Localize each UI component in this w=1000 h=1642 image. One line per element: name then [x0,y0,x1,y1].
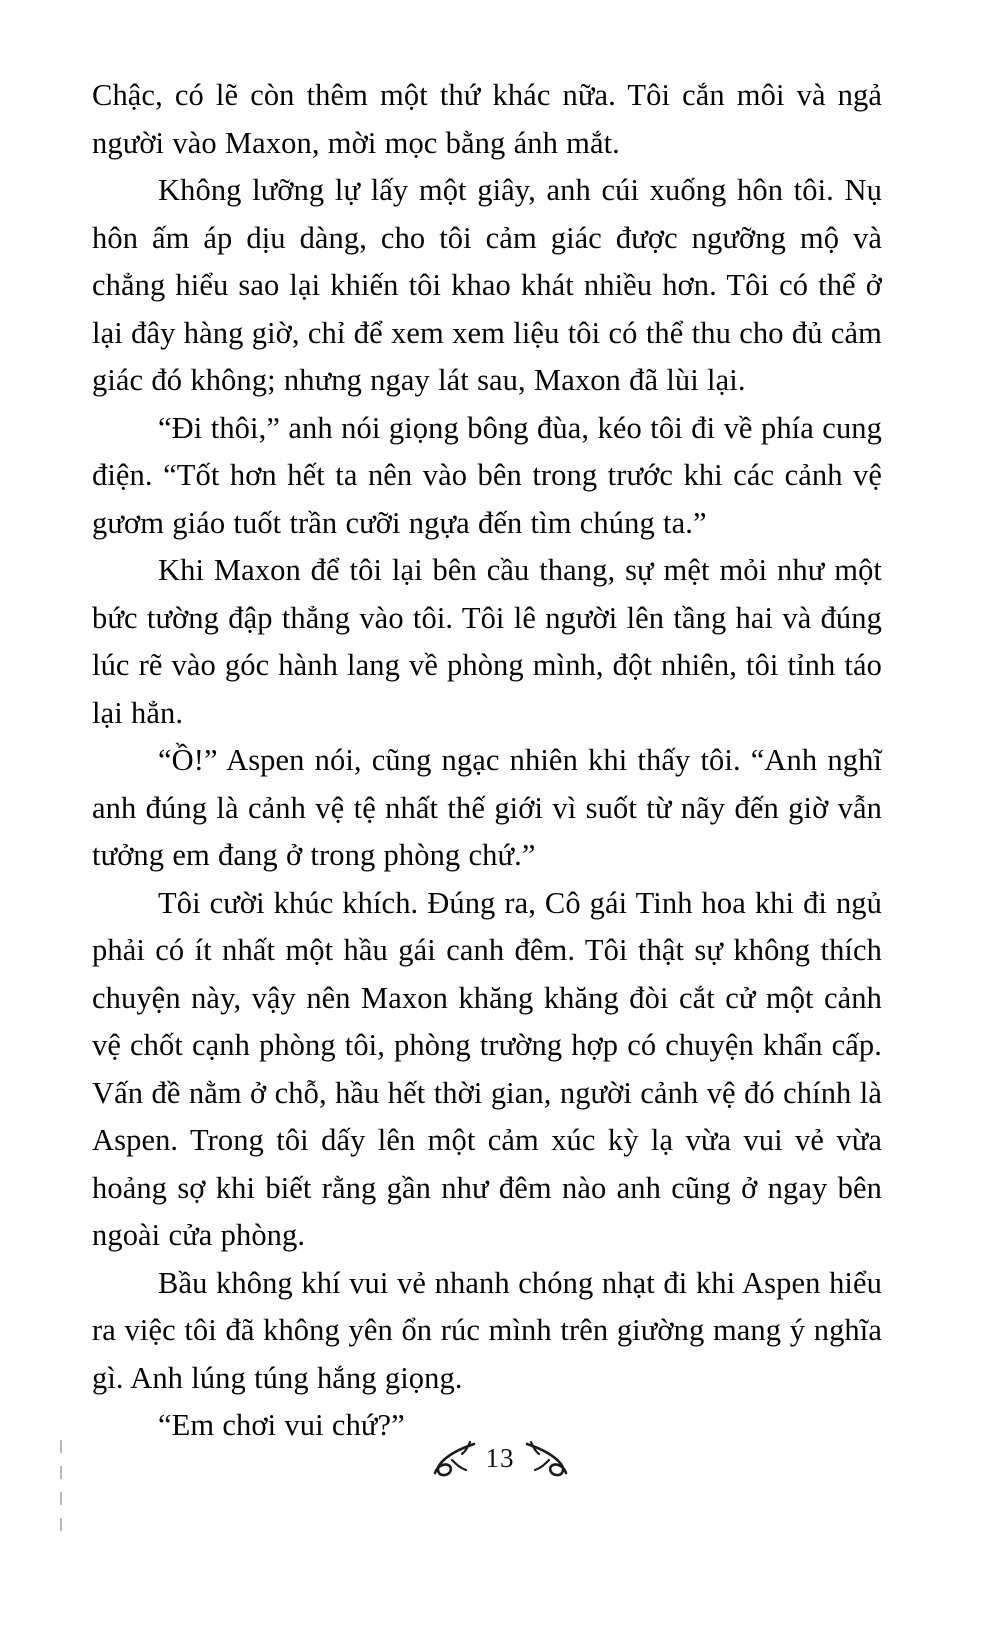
paragraph: Bầu không khí vui vẻ nhanh chóng nhạt đi khi Aspen hiểu ra việc tôi đã không yên ổn rúc mình trên giường mang ý nghĩa gì. Anh lúng túng hắng giọng. [92,1265,882,1395]
page-footer [0,1428,1000,1488]
folio [486,1428,515,1488]
paragraph: “Em chơi vui chứ?” [158,1408,405,1442]
paragraph: Không lưỡng lự lấy một giây, anh cúi xuống hôn tôi. Nụ hôn ấm áp dịu dàng, cho tôi cảm giác được ngưỡng mộ và chẳng hiểu sao lại khiến tôi khao khát nhiều hơn. Tôi có thể ở lại đây hàng giờ, chỉ để xem xem liệu tôi có thể thu cho đủ cảm giác đó không; nhưng ngay lát sau, Maxon đã lùi lại. [92,173,882,397]
flourish-left-icon [432,1438,478,1480]
paragraph: “Ồ!” Aspen nói, cũng ngạc nhiên khi thấy tôi. “Anh nghĩ anh đúng là cảnh vệ tệ nhất thế giới vì suốt từ nãy đến giờ vẫn tưởng em đang ở trong phòng chứ.” [92,743,882,872]
flourish-right-icon [523,1438,569,1480]
body-text [92,72,882,1450]
paragraph: “Đi thôi,” anh nói giọng bông đùa, kéo tôi đi về phía cung điện. “Tốt hơn hết ta nên vào bên trong trước khi các cảnh vệ gươm giáo tuốt trần cưỡi ngựa đến tìm chúng ta.” [92,410,882,540]
paragraph: Tôi cười khúc khích. Đúng ra, Cô gái Tinh hoa khi đi ngủ phải có ít nhất một hầu gái canh đêm. Tôi thật sự không thích chuyện này, vậy nên Maxon khăng khăng đòi cắt cử một cảnh vệ chốt cạnh phòng tôi, phòng trường hợp có chuyện khẩn cấp. Vấn đề nằm ở chỗ, hầu hết thời gian, người cảnh vệ đó chính là Aspen. Trong tôi dấy lên một cảm xúc kỳ lạ vừa vui vẻ vừa hoảng sợ khi biết rằng gần như đêm nào anh cũng ở ngay bên ngoài cửa phòng. [92,885,882,1252]
paragraph: Chậc, có lẽ còn thêm một thứ khác nữa. Tôi cắn môi và ngả người vào Maxon, mời mọc bằng ánh mắt. [92,78,882,160]
page-number: 13 [485,1443,515,1473]
paragraph: Khi Maxon để tôi lại bên cầu thang, sự mệt mỏi như một bức tường đập thẳng vào tôi. Tôi lê người lên tầng hai và đúng lúc rẽ vào góc hành lang về phòng mình, đột nhiên, tôi tỉnh táo lại hẳn. [92,553,882,730]
